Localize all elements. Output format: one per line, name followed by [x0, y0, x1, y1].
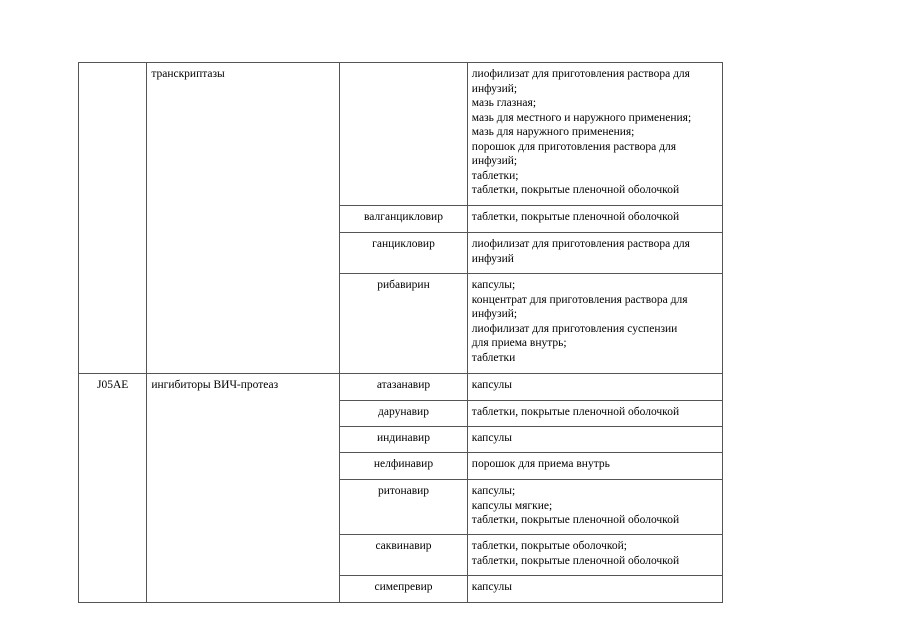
drug-name-cell: симепревир [340, 576, 468, 603]
pharmacological-group-cell [147, 274, 340, 374]
dosage-form-line: инфузий; [471, 155, 518, 167]
dosage-form-line: таблетки, покрытые пленочной оболочкой [471, 406, 680, 418]
drug-name-cell: ганцикловир [340, 233, 468, 274]
atc-code-cell [79, 233, 147, 274]
dosage-form-line: капсулы; [471, 279, 516, 291]
pharmacological-group-cell [147, 535, 340, 576]
dosage-form-line: лиофилизат для приготовления суспензии [471, 322, 678, 335]
table-row [79, 453, 723, 480]
table-row [79, 535, 723, 576]
table-row [79, 576, 723, 603]
drug-list-table [78, 62, 723, 603]
dosage-forms-cell [467, 576, 722, 603]
pharmacological-group-cell [147, 480, 340, 535]
drug-name-cell: ритонавир [340, 480, 468, 535]
dosage-form-line: капсулы; [471, 485, 516, 497]
table-row [79, 206, 723, 233]
pharmacological-group-cell [147, 401, 340, 427]
pharmacological-group-cell [147, 233, 340, 274]
dosage-form-line: инфузий [471, 252, 514, 265]
atc-code-cell [79, 274, 147, 374]
dosage-forms-cell [467, 480, 722, 535]
atc-code-cell [79, 63, 147, 206]
dosage-form-line: таблетки [471, 351, 516, 364]
dosage-forms-cell [467, 401, 722, 427]
drug-name-cell: индинавир [340, 427, 468, 453]
dosage-forms-cell [467, 206, 722, 233]
atc-code-cell [79, 480, 147, 535]
drug-name-cell: саквинавир [340, 535, 468, 576]
drug-name-cell: нелфинавир [340, 453, 468, 480]
dosage-form-line: таблетки, покрытые пленочной оболочкой [471, 211, 680, 223]
dosage-form-line: мазь для местного и наружного применения; [471, 111, 692, 124]
dosage-forms-cell [467, 453, 722, 480]
atc-code-cell [79, 427, 147, 453]
dosage-forms-cell [467, 233, 722, 274]
drug-name-cell [340, 63, 468, 206]
dosage-form-line: мазь для наружного применения; [471, 126, 635, 138]
drug-name-cell: атазанавир [340, 374, 468, 401]
pharmacological-group-cell [147, 427, 340, 453]
dosage-form-line: капсулы мягкие; [471, 499, 553, 512]
dosage-form-line: таблетки, покрытые оболочкой; [471, 540, 627, 552]
drug-name-cell: дарунавир [340, 401, 468, 427]
table-row [79, 274, 723, 374]
dosage-form-line: инфузий; [471, 82, 518, 95]
pharmacological-group-cell [147, 576, 340, 603]
dosage-forms-cell [467, 374, 722, 401]
dosage-forms-cell [467, 535, 722, 576]
dosage-forms-cell [467, 63, 722, 206]
atc-code-cell [79, 576, 147, 603]
pharmacological-group-cell [147, 453, 340, 480]
pharmacological-group-cell: ингибиторы ВИЧ-протеаз [147, 374, 340, 401]
dosage-form-line: лиофилизат для приготовления раствора для [471, 68, 690, 80]
table-row [79, 401, 723, 427]
dosage-form-line: порошок для приема внутрь [471, 458, 610, 470]
dosage-form-line: капсулы [471, 581, 512, 593]
atc-code-cell [79, 401, 147, 427]
dosage-forms-cell [467, 274, 722, 374]
atc-code-cell [79, 535, 147, 576]
dosage-form-line: для приема внутрь; [471, 337, 567, 349]
table-row [79, 427, 723, 453]
atc-code-cell: J05AE [79, 374, 147, 401]
table-row [79, 233, 723, 274]
dosage-form-line: капсулы [471, 432, 512, 444]
drug-name-cell: валганцикловир [340, 206, 468, 233]
table-row [79, 63, 723, 206]
pharmacological-group-cell [147, 206, 340, 233]
dosage-form-line: порошок для приготовления раствора для [471, 140, 677, 153]
atc-code-cell [79, 206, 147, 233]
dosage-form-line: таблетки; [471, 169, 519, 182]
drug-name-cell: рибавирин [340, 274, 468, 374]
dosage-form-line: лиофилизат для приготовления раствора для [471, 238, 690, 250]
dosage-form-line: таблетки, покрытые пленочной оболочкой [471, 184, 680, 196]
dosage-form-line: мазь глазная; [471, 97, 537, 109]
table-row [79, 374, 723, 401]
atc-code-cell [79, 453, 147, 480]
table-row [79, 480, 723, 535]
dosage-form-line: таблетки, покрытые пленочной оболочкой [471, 514, 680, 526]
pharmacological-group-cell: транскриптазы [147, 63, 340, 206]
dosage-form-line: концентрат для приготовления раствора для [471, 293, 688, 306]
dosage-form-line: таблетки, покрытые пленочной оболочкой [471, 554, 680, 567]
dosage-forms-cell [467, 427, 722, 453]
dosage-form-line: инфузий; [471, 308, 518, 320]
dosage-form-line: капсулы [471, 379, 512, 391]
